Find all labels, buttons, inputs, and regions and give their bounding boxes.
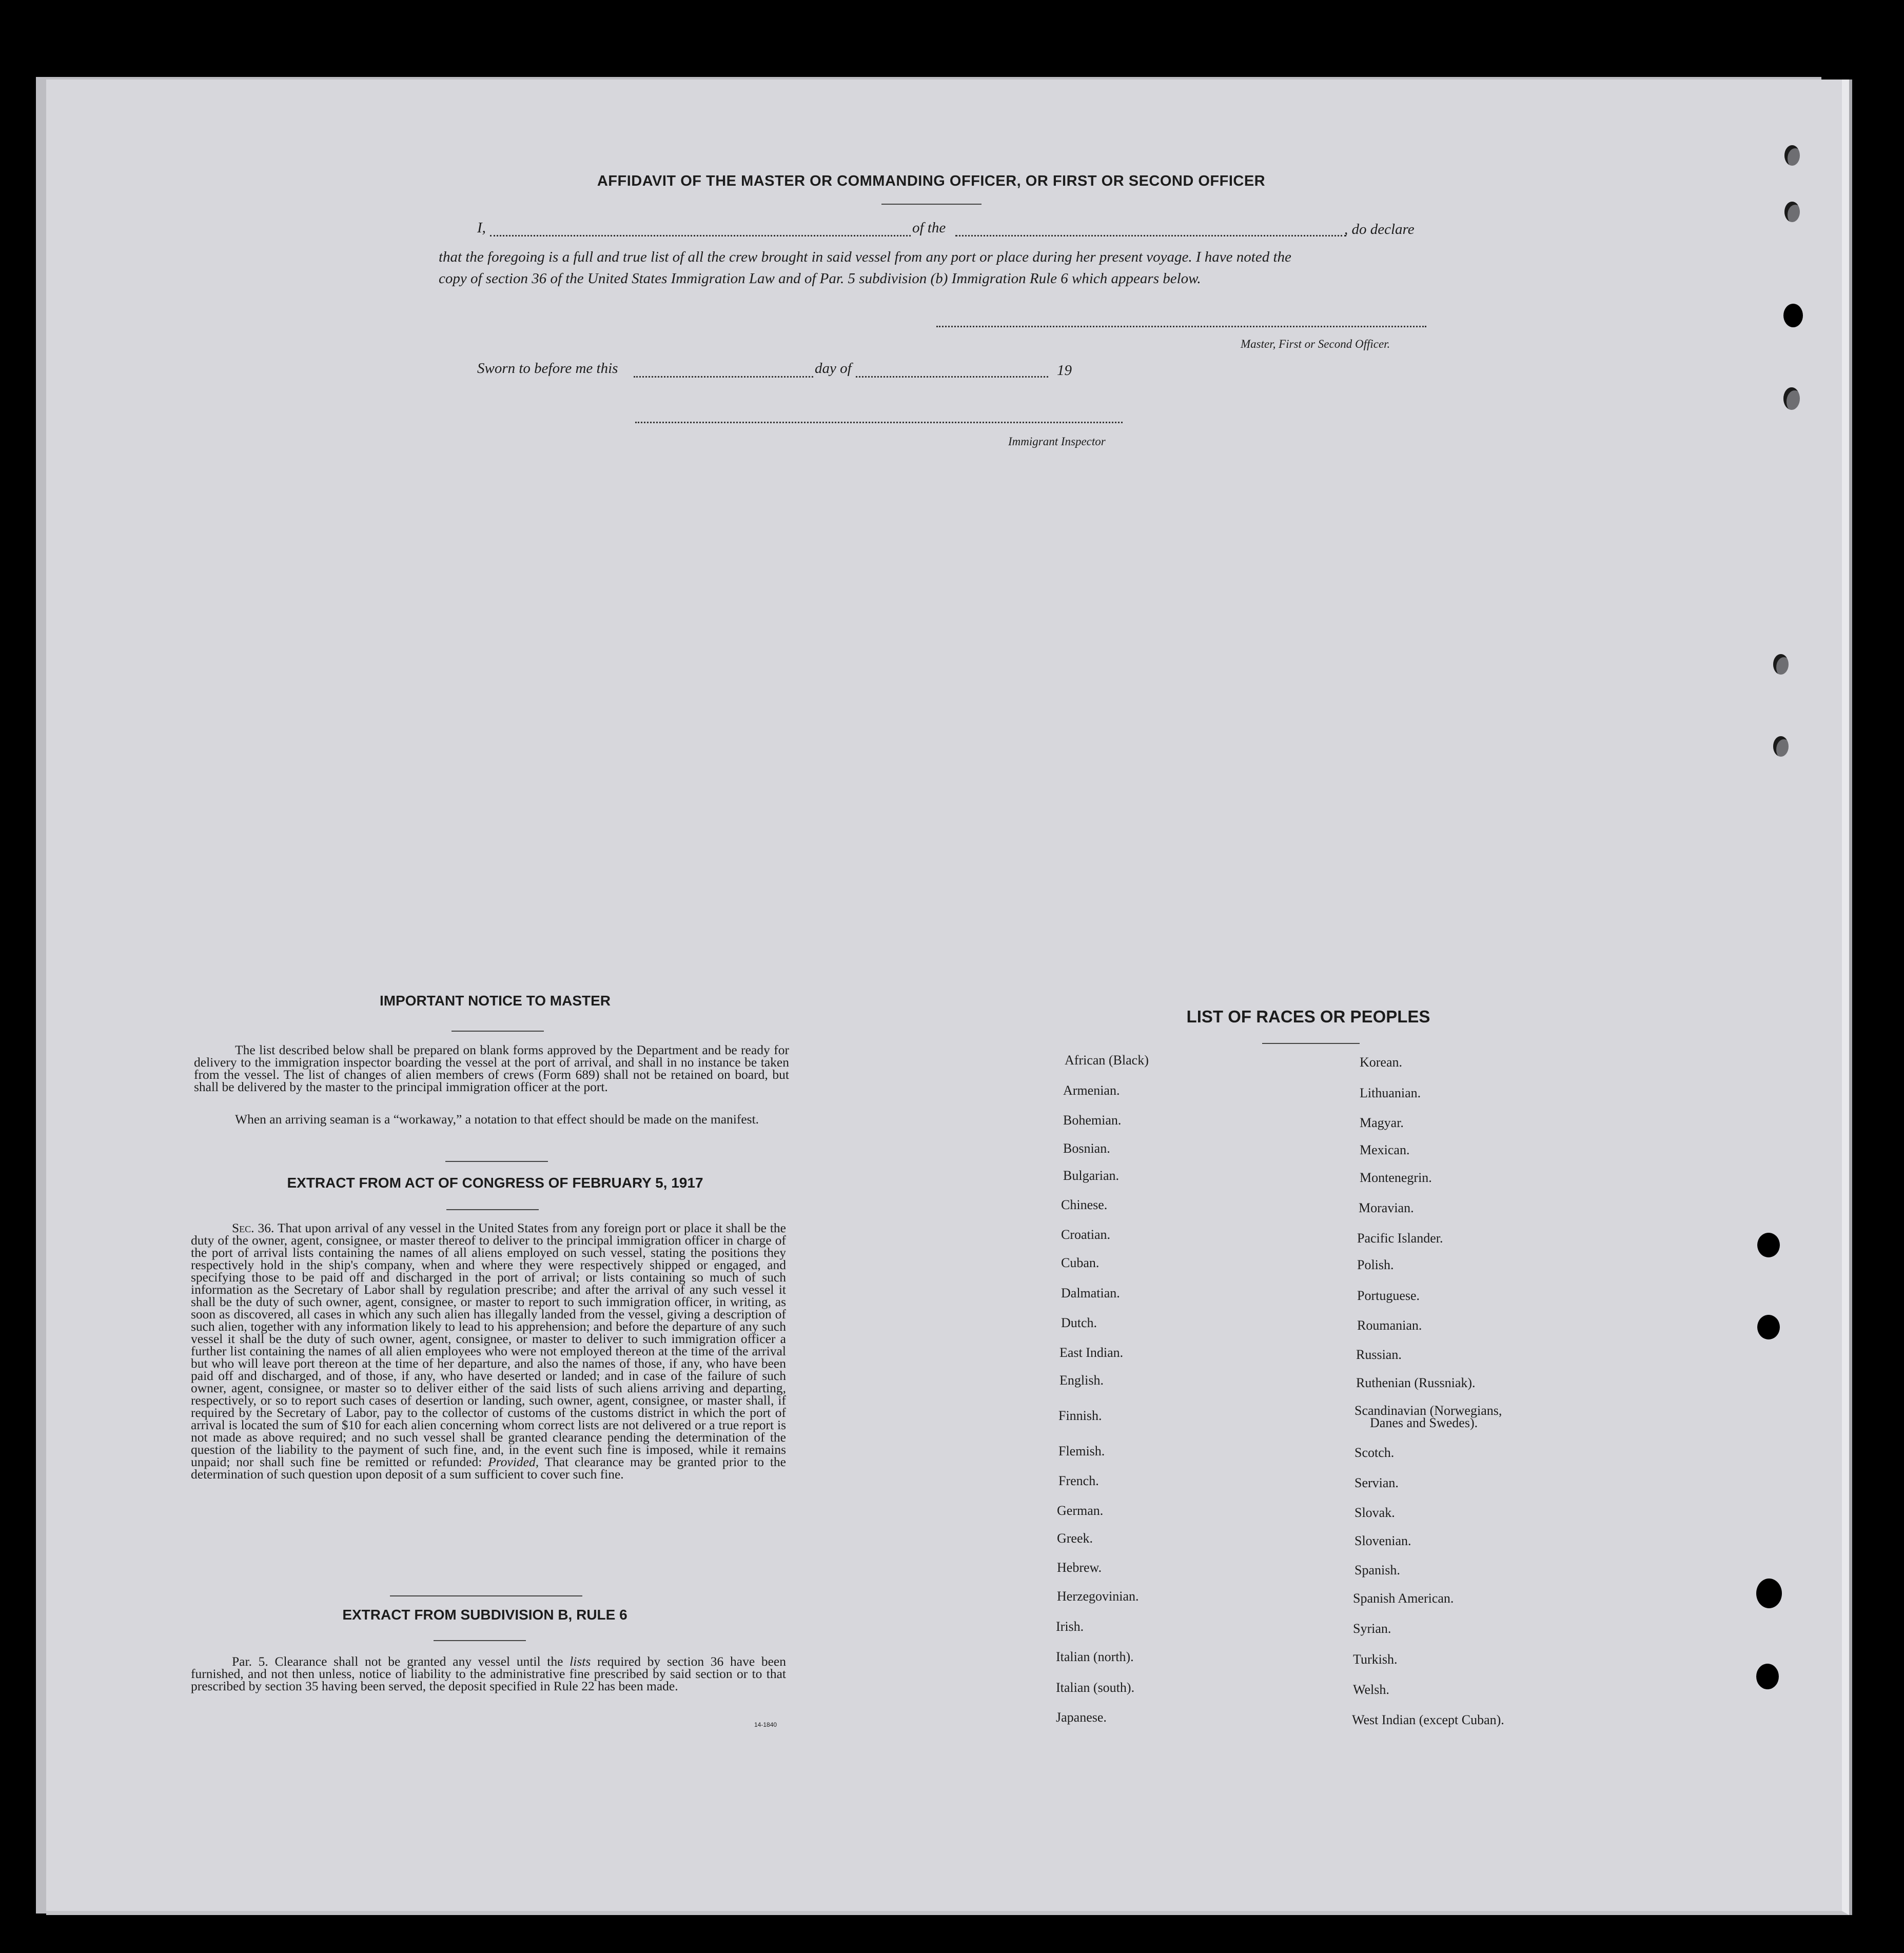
race-item: Russian. [1356, 1347, 1402, 1362]
sworn-day-of-label: day of [815, 360, 852, 377]
race-item: Bulgarian. [1063, 1168, 1120, 1183]
lists-word: lists [570, 1654, 591, 1669]
race-item: Ruthenian (Russniak). [1356, 1375, 1476, 1390]
binder-hole [1783, 387, 1800, 410]
race-item: German. [1057, 1503, 1104, 1518]
race-item: Syrian. [1353, 1621, 1391, 1636]
race-item: Italian (north). [1056, 1649, 1134, 1664]
binder-hole [1784, 202, 1800, 222]
races-divider [1262, 1043, 1360, 1044]
race-item: Moravian. [1359, 1200, 1414, 1215]
race-item: Spanish American. [1353, 1591, 1454, 1606]
race-item: Polish. [1357, 1257, 1394, 1272]
race-item: Croatian. [1061, 1227, 1111, 1242]
affidavit-title: AFFIDAVIT OF THE MASTER OR COMMANDING OFFICER, OR FIRST OR SECOND OFFICER [597, 173, 1266, 189]
affidavit-line-3: copy of section 36 of the United States Immigration Law and of Par. 5 subdivision (b) Immigration Rule 6 which appears below. [439, 270, 1201, 287]
race-item: African (Black) [1065, 1053, 1149, 1068]
race-item: Slovak. [1355, 1505, 1395, 1520]
race-item: Spanish. [1355, 1563, 1400, 1577]
affidavit-line-2: that the foregoing is a full and true list of all the crew brought in said vessel from any port or place during her present voyage. I have noted the [439, 249, 1291, 265]
rule-divider [434, 1640, 526, 1641]
sworn-month-field[interactable] [856, 376, 1048, 378]
binder-hole [1773, 654, 1789, 675]
race-item: East Indian. [1059, 1345, 1124, 1360]
sworn-prefix-label: Sworn to before me this [477, 360, 618, 377]
notice-paragraph-1: The list described below shall be prepared on blank forms approved by the Department and be ready for delivery to the immigration inspector boarding the vessel at the port of arrival, and shall in no instance be taken from the vessel. The list of changes of alien members of crews (Form 689) shall not be retained on board, but shall be delivered by the master to the principal immigration officer at the port. [194, 1042, 789, 1094]
provided-word: Provided, [488, 1454, 539, 1469]
section-36-paragraph [191, 1222, 786, 1481]
act-extract-title: EXTRACT FROM ACT OF CONGRESS OF FEBRUARY 5, 1917 [287, 1175, 703, 1191]
binder-hole [1783, 304, 1803, 327]
section-36-closing: That clearance may be granted prior to the determination of such question upon deposit of a sum sufficient to cover such fine. [191, 1454, 786, 1482]
sworn-day-field[interactable] [634, 376, 813, 378]
section-divider [390, 1595, 582, 1596]
race-item: Bosnian. [1063, 1141, 1110, 1156]
section-36-label: Sec. 36. [232, 1220, 274, 1235]
race-item: Irish. [1056, 1619, 1084, 1634]
race-item: West Indian (except Cuban). [1352, 1712, 1504, 1727]
act-divider [446, 1209, 539, 1210]
title-divider [881, 204, 982, 205]
notice-title: IMPORTANT NOTICE TO MASTER [379, 993, 611, 1009]
affidavit-declare-label: , do declare [1344, 221, 1415, 238]
race-item: Flemish. [1058, 1444, 1105, 1458]
race-item: Scotch. [1355, 1445, 1395, 1460]
race-item: Herzegovinian. [1057, 1589, 1139, 1604]
vessel-name-field[interactable] [955, 235, 1346, 236]
race-item: Roumanian. [1357, 1318, 1422, 1333]
sworn-year-label: 19 [1057, 362, 1072, 379]
race-item: Finnish. [1058, 1408, 1102, 1423]
race-item: French. [1058, 1473, 1099, 1488]
race-item: Dutch. [1061, 1315, 1097, 1330]
section-divider [445, 1161, 548, 1162]
race-item: Korean. [1360, 1055, 1403, 1070]
manifest-page [46, 80, 1849, 1915]
race-item: Mexican. [1360, 1142, 1410, 1157]
race-item: Danes and Swedes). [1370, 1415, 1478, 1430]
notice-paragraph-2: When an arriving seaman is a “workaway,” a notation to that effect should be made on the manifest. [235, 1112, 759, 1127]
rule-6-paragraph [191, 1655, 786, 1692]
race-item: Greek. [1057, 1531, 1093, 1546]
rule-extract-title: EXTRACT FROM SUBDIVISION B, RULE 6 [342, 1607, 627, 1623]
race-item: Magyar. [1360, 1115, 1404, 1130]
binder-hole [1773, 736, 1789, 757]
race-item: Montenegrin. [1360, 1170, 1432, 1185]
race-item: Turkish. [1353, 1652, 1398, 1667]
race-item: Hebrew. [1057, 1560, 1102, 1575]
race-item: Armenian. [1063, 1083, 1120, 1098]
race-item: Japanese. [1056, 1710, 1107, 1725]
officer-name-field[interactable] [490, 235, 911, 236]
race-item: Scandinavian (Norwegians, [1355, 1403, 1502, 1418]
inspector-signature-field[interactable] [635, 422, 1123, 423]
race-item: English. [1059, 1373, 1104, 1388]
rule-6-closing: required by section 36 have been furnished, and not then unless, notice of liability to the administrative fine prescribed by said section or to that prescribed by section 35 having been served, the deposit specified in Rule 22 has been made. [191, 1654, 786, 1693]
race-item: Bohemian. [1063, 1113, 1122, 1128]
binder-hole [1756, 1579, 1782, 1608]
binder-hole [1756, 1664, 1779, 1689]
binder-hole [1757, 1315, 1780, 1339]
race-item: Pacific Islander. [1357, 1231, 1443, 1246]
races-title: LIST OF RACES OR PEOPLES [1186, 1007, 1430, 1026]
race-item: Lithuanian. [1360, 1086, 1421, 1100]
inspector-signature-label: Immigrant Inspector [1008, 435, 1106, 448]
master-signature-field[interactable] [936, 326, 1426, 327]
notice-divider [452, 1031, 544, 1032]
race-item: Dalmatian. [1061, 1286, 1120, 1300]
rule-6-body: Par. 5. Clearance shall not be granted any vessel until the [232, 1654, 563, 1669]
form-number: 14-1840 [754, 1721, 777, 1728]
race-item: Portuguese. [1357, 1288, 1420, 1303]
race-item: Welsh. [1353, 1682, 1389, 1697]
binder-hole [1757, 1233, 1780, 1257]
affidavit-of-the-label: of the [912, 220, 946, 236]
race-item: Chinese. [1061, 1197, 1108, 1212]
race-item: Slovenian. [1355, 1533, 1411, 1548]
race-item: Italian (south). [1056, 1680, 1135, 1695]
affidavit-i-label: I, [477, 220, 486, 236]
race-item: Servian. [1355, 1475, 1399, 1490]
binder-hole [1784, 145, 1800, 166]
master-signature-label: Master, First or Second Officer. [1241, 338, 1390, 350]
section-36-body: That upon arrival of any vessel in the United States from any foreign port or place it shall be the duty of the owner, agent, consignee, or master thereof to deliver to the principal immigration officer in charge of the port of arrival lists containing the names of all aliens employed on such vessel, stating the positions they respectively hold in the ship's company, when and where they were respectively shipped or engaged, and specifying those to be paid off and discharged in the port of arrival; or lists containing so much of such information as the Secretary of Labor shall by regulation prescribe; and after the arrival of any such vessel it shall be the duty of such owner, agent, consignee, or master to report to such immigration officer, in writing, as soon as discovered, all cases in which any such alien has illegally landed from the vessel, giving a description of such alien, together with any information likely to lead to his apprehension; and before the departure of any such vessel it shall be the duty of such owner, agent, consignee, or master to deliver to such immigration officer a further list containing the names of all alien employees who were not employed thereon at the time of the arrival but who will leave port thereon at the time of her departure, and also the names of those, if any, who have been paid off and discharged, and of those, if any, who have deserted or landed; and in case of the failure of such owner, agent, consignee, or master so to deliver either of the said lists of such aliens arriving and departing, respectively, or so to report such cases of desertion or landing, such owner, agent, consignee, or master shall, if required by the Secretary of Labor, pay to the collector of customs of the customs district in which the port of arrival is located the sum of $10 for each alien concerning whom correct lists are not delivered or a true report is not made as above required; and no such vessel shall be granted clearance pending the determination of the question of the liability to the payment of such fine, and, in the event such fine is imposed, while it remains unpaid; nor shall such fine be remitted or refunded: [191, 1220, 786, 1469]
race-item: Cuban. [1061, 1255, 1100, 1270]
